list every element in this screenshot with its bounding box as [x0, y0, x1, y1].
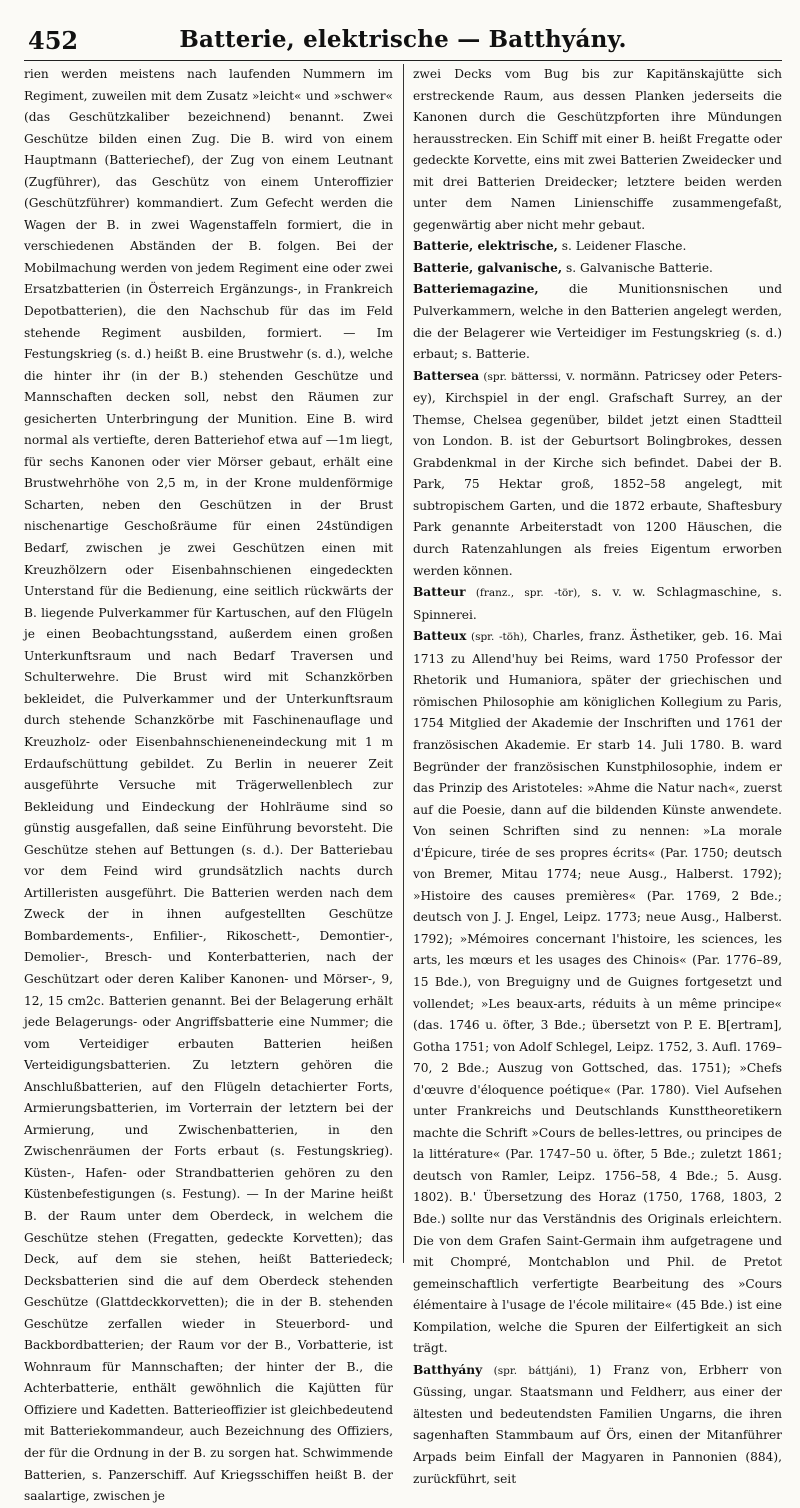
entry-batterie-elektrische [413, 236, 782, 258]
page-header [24, 20, 782, 61]
entry-headword: Batteux [413, 629, 467, 644]
entry-pronunciation: (spr. bätterssi, [479, 370, 562, 383]
column-divider [403, 64, 404, 1263]
running-title: Batterie, elektrische — Batthyány. [179, 26, 627, 53]
right-column-intro: zwei Decks vom Bug bis zur Kapitänskajütte sich erstreckende Raum, aus dessen Planken jederseits die Kanonen durch die Geschützpforten ihre Mündungen herausstrecken. Ein Schiff mit einer B. heißt Fregatte oder gedeckte Korvette, eins mit zwei Batterien Zweidecker und mit drei Batterien Dreidecker; letztere beiden werden unter dem Namen Linienschiffe zusammengefaßt, gegenwärtig aber nicht mehr gebaut. [413, 67, 782, 232]
entry-body: s. Galvanische Batterie. [562, 260, 713, 275]
entry-batteur [413, 582, 782, 626]
entry-headword: Batterie, galvanische, [413, 260, 563, 275]
entry-body: s. v. w. Schlagmaschine, s. Spinnerei. [413, 585, 782, 622]
entry-batteriemagazine [413, 279, 782, 365]
entry-batterie-galvanische [413, 258, 782, 280]
text-columns [24, 64, 782, 1504]
right-column [411, 64, 782, 1486]
page-number: 452 [28, 26, 79, 55]
entry-headword: Battersea [413, 368, 480, 383]
entry-pronunciation: (spr. báttjáni), [482, 1364, 577, 1377]
entry-body: v. normänn. Patricsey oder Peters-ey), Kirchspiel in der engl. Grafschaft Surrey, an der Themse, Chelsea gegenüber, bildet jetzt einen Stadtteil von London. B. ist der Geburtsort Bolingbrokes, dessen Grabdenkmal in der Kirche sich befindet. Dabei der B. Park, 75 Hektar groß, 1852–58 angelegt, mit subtropischem Garten, und die 1872 erbaute, Shaftesbury Park genannte Arbeiterstadt von 1200 Häuschen, die durch Ratenzahlungen als freies Eigentum erworben werden können. [413, 368, 782, 578]
entry-headword: Batteur [413, 585, 466, 600]
entry-pronunciation: (spr. -töh), [466, 631, 528, 644]
entry-body: die Munitionsnischen und Pulverkammern, welche in den Batterien angelegt werden, die der Belagerer wie Verteidiger im Festungskrieg (s. d.) erbaut; s. Batterie. [413, 282, 782, 362]
entry-batteux [413, 626, 782, 1360]
left-column [24, 64, 401, 1504]
entry-battersea [413, 366, 782, 582]
entry-pronunciation: (franz., spr. -tör), [465, 587, 581, 600]
entry-body: s. Leidener Flasche. [557, 239, 687, 254]
entry-headword: Batteriemagazine, [413, 282, 539, 297]
entry-body: Charles, franz. Ästhetiker, geb. 16. Mai 1713 zu Allend'huy bei Reims, ward 1750 Professor der Rhetorik und Humaniora, später der griechischen und römischen Philosophie am königlichen Kollegium zu Paris, 1754 Mitglied der Akademie der Inschriften und 1761 der französischen Akademie. Er starb 14. Juli 1780. B. ward Begründer der französischen Kunstphilosophie, indem er das Prinzip des Aristoteles: »Ahme die Natur nach«, zuerst auf die Poesie, dann auf die bildenden Künste anwendete. Von seinen Schriften sind zu nennen: »La morale d'Épicure, tirée de ses propres écrits« (Par. 1750; deutsch von Bremer, Mitau 1774; neue Ausg., Halberst. 1792); »Histoire des causes premières« (Par. 1769, 2 Bde.; deutsch von J. J. Engel, Leipz. 1773; neue Ausg., Halberst. 1792); »Mémoires concernant l'histoire, les sciences, les arts, les mœurs et les usages des Chinois« (Par. 1776–89, 15 Bde.), von Breguigny und de Guignes fortgesetzt und vollendet; »Les beaux-arts, réduits à un même principe« (das. 1746 u. öfter, 3 Bde.; übersetzt von P. E. B[ertram], Gotha 1751; von Adolf Schlegel, Leipz. 1752, 3. Aufl. 1769–70, 2 Bde.; Auszug von Gottsched, das. 1751); »Chefs d'œuvre d'éloquence poétique« (Par. 1780). Viel Aufsehen unter Frankreichs und Deutschlands Kunsttheoretikern machte die Schrift »Cours de belles-lettres, ou principes de la littérature« (Par. 1747–50 u. öfter, 5 Bde.; zuletzt 1861; deutsch von Ramler, Leipz. 1756–58, 4 Bde.; 5. Ausg. 1802). B.' Übersetzung des Horaz (1750, 1768, 1803, 2 Bde.) sollte nur das Verständnis des Originals erleichtern. Die von dem Grafen Saint-Germain ihm aufgetragene und mit Chompré, Montchablon und Phil. de Pretot gemeinschaftlich verfertigte Bearbeitung des »Cours élémentaire à l'usage de l'école militaire« (45 Bde.) ist eine Kompilation, welche die Spuren der Eilfertigkeit an sich trägt. [413, 629, 782, 1356]
entry-headword: Batthyány [413, 1362, 483, 1377]
entry-headword: Batterie, elektrische, [413, 239, 558, 254]
entry-batthyany [413, 1360, 782, 1490]
entry-body: 1) Franz von, Erbherr von Güssing, ungar. Staatsmann und Feldherr, aus einer der ältesten und bedeutendsten Familien Ungarns, die ihren sagenhaften Stammbaum auf Örs, einen der Mitanführer Arpads beim Einfall der Magyaren in Pannonien (884), zurückführt, seit [413, 1362, 782, 1486]
left-column-text: rien werden meistens nach laufenden Nummern im Regiment, zuweilen mit dem Zusatz »leicht« und »schwer« (das Geschützkaliber bezeichnend) benannt. Zwei Geschütze bilden einen Zug. Die B. wird von einem Hauptmann (Batteriechef), der Zug von einem Leutnant (Zugführer), das Geschütz von einem Unteroffizier (Geschützführer) kommandiert. Zum Gefecht werden die Wagen der B. in zwei Wagenstaffeln formiert, die in verschiedenen Abständen der B. folgen. Bei der Mobilmachung werden von jedem Regiment eine oder zwei Ersatzbatterien (in Österreich Ergänzungs-, in Frankreich Depotbatterien), die den Nachschub für das im Feld stehende Regiment ausbilden, formiert. — Im Festungskrieg (s. d.) heißt B. eine Brustwehr (s. d.), welche die hinter ihr (in der B.) stehenden Geschütze und Mannschaften decken soll, nebst den Räumen zur gesicherten Unterbringung der Munition. Eine B. wird normal als vertiefte, deren Batteriehof etwa auf —1m liegt, für sechs Kanonen oder vier Mörser gebaut, erhält eine Brustwehrhöhe von 2,5 m, in der Krone muldenförmige Scharten, neben den Geschützen in der Brust nischenartige Geschoßräume für einen 24stündigen Bedarf, zwischen je zwei Geschützen einen mit Kreuzhölzern oder Eisenbahnschienen eingedeckten Unterstand für die Bedienung, eine seitlich rückwärts der B. liegende Pulverkammer für Kartuschen, auf den Flügeln je einen Beobachtungsstand, außerdem einen großen Unterkunftsraum und nach Bedarf Traversen und Schulterwehre. Die Brust wird mit Schanzkörben bekleidet, die Pulverkammer und der Unterkunftsraum durch stehende Schanzkörbe mit Faschinenauflage und Kreuzholz- oder Eisenbahnschieneneindeckung mit 1 m Erdaufschüttung gebildet. Zu Berlin in neuerer Zeit ausgeführte Versuche mit Trägerwellenblech zur Bekleidung und Eindeckung der Hohlräume sind so günstig ausgefallen, daß seine Einführung bevorsteht. Die Geschütze stehen auf Bettungen (s. d.). Der Batteriebau vor dem Feind wird grundsätzlich nachts durch Artilleristen ausgeführt. Die Batterien werden nach dem Zweck der in ihnen aufgestellten Geschütze Bombardements-, Enfilier-, Rikoschett-, Demontier-, Demolier-, Bresch- und Konterbatterien, nach der Geschützart oder deren Kaliber Kanonen- und Mörser-, 9, 12, 15 cm2c. Batterien genannt. Bei der Belagerung erhält jede Belagerungs- oder Angriffsbatterie eine Nummer; die vom Verteidiger erbauten Batterien heißen Verteidigungsbatterien. Zu letztern gehören die Anschlußbatterien, auf den Flügeln detachierter Forts, Armierungsbatterien, im Vorterrain der letztern bei der Armierung, und Zwischenbatterien, in den Zwischenräumen der Forts erbaut (s. Festungskrieg). Küsten-, Hafen- oder Strandbatterien gehören zu den Küstenbefestigungen (s. Festung). — In der Marine heißt B. der Raum unter dem Oberdeck, in welchem die Geschütze stehen (Fregatten, gedeckte Korvetten); das Deck, auf dem sie stehen, heißt Batteriedeck; Decksbatterien sind die auf dem Oberdeck stehenden Geschütze (Glattdeckkorvetten); die in der B. stehenden Geschütze zerfallen wieder in Steuerbord- und Backbordbatterien; der Raum vor der B., Vorbatterie, ist Wohnraum für Mannschaften; der hinter der B., die Achterbatterie, enthält gewöhnlich die Kajütten für Offiziere und Kadetten. Batterieoffizier ist gleichbedeutend mit Batteriekommandeur, auch Bezeichnung des Offiziers, der für die Ordnung in der B. zu sorgen hat. Schwimmende Batterien, s. Panzerschiff. Auf Kriegsschiffen heißt B. der saalartige, zwischen je [24, 67, 393, 1504]
